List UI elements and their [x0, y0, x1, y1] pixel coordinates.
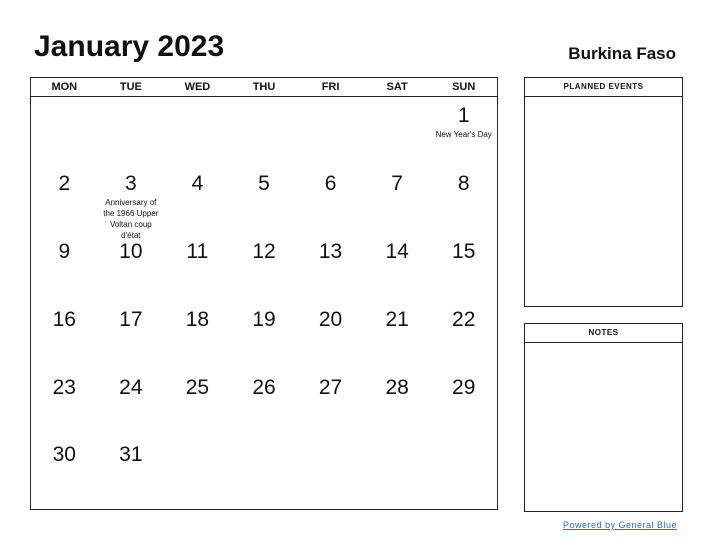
- holiday-label: Anniversary of the 1966 Upper Voltan coup d'état: [103, 198, 159, 240]
- day-cell: [164, 233, 231, 301]
- day-cell: [430, 301, 497, 369]
- day-cell: [364, 301, 431, 369]
- day-number: 26: [252, 376, 276, 399]
- day-number: 31: [119, 443, 143, 466]
- day-number: 27: [318, 376, 343, 399]
- day-number: 21: [385, 308, 409, 331]
- day-cell: [31, 301, 98, 369]
- day-cell: [430, 369, 497, 436]
- weekday-sat: SAT: [386, 81, 408, 93]
- day-cell: [98, 165, 165, 240]
- weekday-mon: MON: [51, 81, 78, 93]
- day-cell: [31, 436, 98, 498]
- weekday-header: [31, 78, 497, 97]
- powered-by-link[interactable]: Powered by General Blue: [562, 520, 677, 530]
- day-number: 24: [119, 376, 143, 399]
- day-cell: [364, 165, 431, 233]
- day-cell: [164, 436, 231, 498]
- weekday-fri: FRI: [321, 81, 340, 93]
- day-cell: [430, 97, 497, 165]
- day-number: 16: [52, 308, 76, 331]
- weekday-thu: THU: [252, 81, 276, 93]
- day-cell: [98, 301, 165, 369]
- day-cell: [231, 233, 298, 301]
- planned-events-panel: [524, 77, 683, 307]
- day-cell: [31, 233, 98, 301]
- day-cell: [297, 301, 364, 369]
- day-cell: [297, 436, 364, 498]
- calendar-grid: [30, 77, 498, 510]
- day-cell: [231, 97, 298, 165]
- day-cell: [231, 301, 298, 369]
- day-cell: [297, 165, 364, 233]
- weekday-tue: TUE: [119, 81, 142, 93]
- day-cell: [31, 97, 98, 165]
- day-number: 17: [119, 308, 143, 331]
- weekday-sun: SUN: [452, 81, 476, 93]
- day-cell: [231, 436, 298, 498]
- day-number: 15: [452, 240, 476, 263]
- day-cell: [164, 369, 231, 436]
- day-number: 12: [252, 240, 276, 263]
- day-number: 14: [385, 240, 409, 263]
- day-number: 7: [391, 172, 403, 195]
- country-name: Burkina Faso: [568, 44, 676, 63]
- notes-heading: NOTES: [525, 324, 682, 343]
- day-cell: [231, 369, 298, 436]
- day-cell: [430, 436, 497, 498]
- day-number: 9: [58, 240, 71, 263]
- day-number: 8: [457, 172, 470, 195]
- holiday-label: New Year's Day: [435, 130, 492, 139]
- day-number: 11: [186, 240, 209, 263]
- day-number: 1: [457, 104, 470, 127]
- day-cell: [164, 165, 231, 233]
- page-title: January 2023: [34, 30, 225, 63]
- day-number: 18: [185, 308, 210, 331]
- day-cell: [364, 233, 431, 301]
- day-number: 25: [185, 376, 210, 399]
- day-cell: [164, 97, 231, 165]
- day-number: 23: [52, 376, 76, 399]
- day-cell: [98, 233, 165, 301]
- day-cell: [430, 165, 497, 233]
- day-cell: [364, 436, 431, 498]
- day-cell: [31, 369, 98, 436]
- day-cell: [164, 301, 231, 369]
- day-cell: [297, 369, 364, 436]
- day-number: 30: [52, 443, 76, 466]
- day-number: 6: [324, 172, 337, 195]
- day-number: 4: [191, 172, 204, 195]
- day-cell: [364, 369, 431, 436]
- day-number: 19: [252, 308, 276, 331]
- day-number: 13: [318, 240, 343, 263]
- day-number: 22: [452, 308, 476, 331]
- day-number: 5: [258, 172, 270, 195]
- day-number: 20: [318, 308, 343, 331]
- day-number: 2: [58, 172, 71, 195]
- day-number: 3: [125, 172, 137, 195]
- day-cell: [297, 97, 364, 165]
- day-cell: [430, 233, 497, 301]
- day-cell: [98, 97, 165, 165]
- weekday-wed: WED: [184, 81, 211, 93]
- day-number: 28: [385, 376, 409, 399]
- day-cell: [31, 165, 98, 233]
- day-cell: [98, 369, 165, 436]
- day-number: 10: [119, 240, 143, 263]
- day-cell: [231, 165, 298, 233]
- notes-panel: [524, 323, 683, 512]
- day-cell: [297, 233, 364, 301]
- day-cell: [364, 97, 431, 165]
- planned-events-heading: PLANNED EVENTS: [525, 78, 682, 97]
- day-number: 29: [452, 376, 476, 399]
- calendar-weeks: [31, 97, 497, 498]
- day-cell: [98, 436, 165, 498]
